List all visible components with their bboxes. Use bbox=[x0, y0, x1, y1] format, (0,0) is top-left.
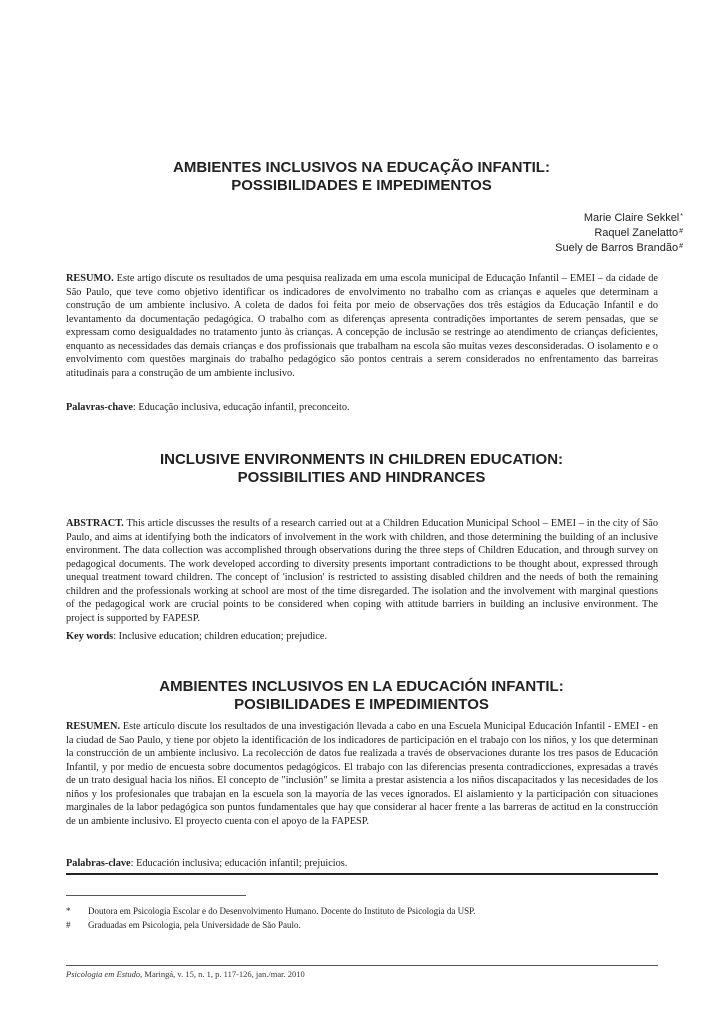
title-english-line1: INCLUSIVE ENVIRONMENTS IN CHILDREN EDUCATION: bbox=[159, 451, 564, 468]
author-2: Raquel Zanelatto# bbox=[594, 227, 683, 239]
title-spanish bbox=[0, 678, 723, 714]
page-footer-divider bbox=[66, 965, 658, 966]
title-spanish-line1: AMBIENTES INCLUSIVOS EN LA EDUCACIÓN INFANTIL: bbox=[159, 678, 564, 695]
author-list bbox=[555, 211, 683, 256]
abstract-spanish-label: RESUMEN. bbox=[66, 721, 121, 732]
abstract-portuguese-label: RESUMO. bbox=[66, 273, 114, 284]
footnote-2-mark: # bbox=[66, 920, 71, 930]
keywords-spanish bbox=[66, 857, 658, 870]
abstract-english-label: ABSTRACT. bbox=[66, 518, 124, 529]
journal-citation: , Maringá, v. 15, n. 1, p. 117-126, jan./mar. 2010 bbox=[140, 969, 305, 979]
keywords-portuguese-text: : Educação inclusiva, educação infantil, preconceito. bbox=[132, 402, 350, 413]
abstract-portuguese-text: Este artigo discute os resultados de uma pesquisa realizada em uma escola municipal de Educação Infantil – EMEI – da cidade de São Paulo, que teve como objetivo identificar os indicadores de envolvimento no trabalho com as crianças e aqueles que determinam a construção de um ambiente inclusivo. A coleta de dados foi feita por meio de observações dos três estágios da Educação Infantil e do levantamento da documentação pedagógica. O trabalho com as diferenças apresenta contradições importantes de serem pensadas, que se expressam como desigualdades no tratamento junto às crianças. A concepção de inclusão se restringe ao atendimento de crianças deficientes, enquanto as necessidades das demais crianças e dos profissionais que trabalham na escola são muitas vezes desconsideradas. O isolamento e o envolvimento com questões marginais do trabalho pedagógico são pontos centrais a serem considerados no enfrentamento das barreiras atitudinais para a construção de um ambiente inclusivo. bbox=[66, 273, 658, 379]
title-english-line2: POSSIBILITIES AND HINDRANCES bbox=[237, 469, 486, 486]
title-spanish-line2: POSIBILIDADES E IMPEDIMIENTOS bbox=[234, 696, 489, 713]
title-english bbox=[0, 451, 723, 487]
section-divider bbox=[66, 873, 658, 875]
author-1-footnote-mark: * bbox=[680, 213, 683, 220]
keywords-portuguese bbox=[66, 401, 658, 414]
abstract-english-text: This article discusses the results of a research carried out at a Children Education Municipal School – EMEI – in the city of São Paulo, and aims at identifying both the indicators of involvement in the work with children, and those determining the building of an inclusive environment. The data collection was accomplished through observations during the three steps of Children Education, and through survey on pedagogical documents. The work developed according to diversity presents important contradictions to be thought about, expressed through unequal treatment toward children. The concept of 'inclusion' is restricted to assisting disabled children and the needs of both the remaining children and the professionals working at school are most of the time disregarded. The isolation and the involvement with marginal questions of the pedagogical work are crucial points to be considered when coping with attitude barriers in building an inclusive environment. The project is supported by FAPESP. bbox=[66, 518, 658, 624]
footnote-2 bbox=[66, 919, 666, 931]
title-portuguese-line1: AMBIENTES INCLUSIVOS NA EDUCAÇÃO INFANTIL: bbox=[173, 159, 550, 176]
abstract-spanish bbox=[66, 720, 658, 828]
keywords-english-text: : Inclusive education; children education; prejudice. bbox=[113, 631, 328, 642]
footnote-2-text: Graduadas em Psicologia, pela Universidade de São Paulo. bbox=[88, 920, 301, 930]
author-3-footnote-mark: # bbox=[679, 243, 683, 250]
keywords-spanish-label: Palabras-clave bbox=[66, 858, 131, 869]
footnote-1-text: Doutora em Psicologia Escolar e do Desenvolvimento Humano. Docente do Instituto de Psicologia da USP. bbox=[88, 906, 476, 916]
title-portuguese-line2: POSSIBILIDADES E IMPEDIMENTOS bbox=[231, 177, 492, 194]
abstract-english bbox=[66, 517, 658, 625]
footnote-divider bbox=[66, 895, 246, 896]
keywords-english-label: Key words bbox=[66, 631, 114, 642]
journal-name: Psicologia em Estudo bbox=[66, 969, 141, 979]
author-1: Marie Claire Sekkel* bbox=[583, 212, 683, 224]
keywords-portuguese-label: Palavras-chave bbox=[66, 402, 133, 413]
author-3: Suely de Barros Brandão# bbox=[555, 242, 683, 254]
page-footer-citation bbox=[66, 969, 666, 980]
keywords-spanish-text: : Educación inclusiva; educación infantil; prejuicios. bbox=[130, 858, 348, 869]
author-2-footnote-mark: # bbox=[679, 228, 683, 235]
footnote-1-mark: * bbox=[66, 906, 71, 916]
footnote-1 bbox=[66, 905, 666, 917]
abstract-portuguese bbox=[66, 272, 658, 380]
title-portuguese bbox=[0, 159, 723, 195]
keywords-english bbox=[66, 630, 658, 643]
abstract-spanish-text: Este artículo discute los resultados de una investigación llevada a cabo en una Escuela Municipal Educación Infantil - EMEI - en la ciudad de Sao Paulo, y tiene por objeto la identificación de los indicadores de participación en el trabajo con los niños, y los que determinan la construcción de un ambiente inclusivo. La recolección de datos fue realizada a través de observaciones durante los tres pasos de Educación Infantil, y por medio de encuesta sobre documentos pedagógicos. El trabajo con las diferencias presenta contradicciones, expresadas a través de un trato desigual hacia los niños. El concepto de "inclusión" se limita a prestar asistencia a los niños discapacitados y las necesidades de los niños y los profesionales que trabajan en la escuela son la mayoría de las veces ignorados. El aislamiento y la participación con situaciones marginales de la labor pedagógica son puntos fundamentales que hay que considerar al hacer frente a las barreras de actitud en la construcción de un ambiente inclusivo. El proyecto cuenta con el apoyo de la FAPESP. bbox=[66, 721, 659, 827]
